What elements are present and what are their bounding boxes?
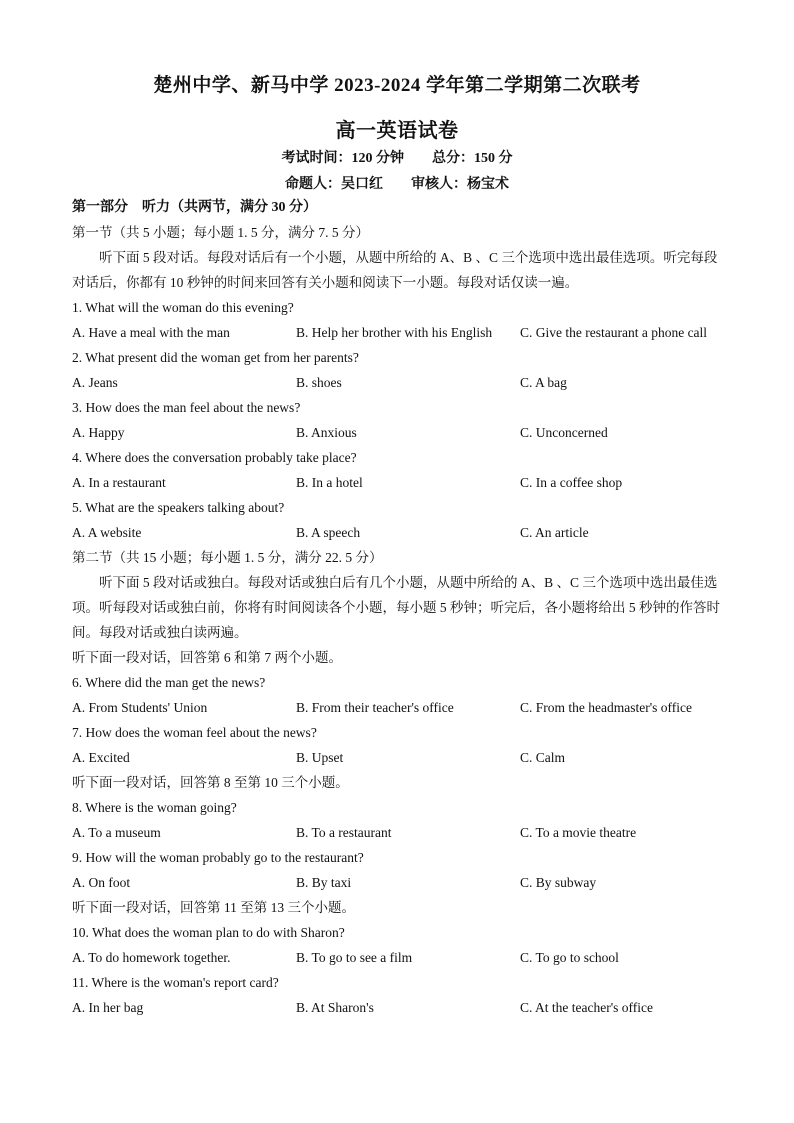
options-6 — [72, 695, 722, 720]
option-c: C. Calm — [520, 750, 566, 765]
part1-heading: 第一部分 听力（共两节，满分 30 分） — [72, 200, 317, 215]
option-a: A. In a restaurant — [72, 475, 166, 490]
section1-instructions: 听下面 5 段对话。每段对话后有一个小题，从题中所给的 A、B 、C 三个选项中选出最佳选项。听完每段对话后，你都有 10 秒钟的时间来回答有关小题和阅读下一小题。每段对话仅读一遍。 — [72, 250, 718, 290]
option-b: B. Anxious — [296, 425, 357, 440]
option-c: C. In a coffee shop — [520, 475, 623, 490]
exam-total-score: 总分：150 分 — [432, 151, 513, 166]
option-b: B. shoes — [296, 375, 342, 390]
option-a: A. To a museum — [72, 825, 161, 840]
option-b: B. From their teacher's office — [296, 700, 454, 715]
option-b: B. A speech — [296, 525, 361, 540]
section2-instructions: 听下面 5 段对话或独白。每段对话或独白后有几个小题，从题中所给的 A、B 、C 三个选项中选出最佳选项。听每段对话或独白前，你将有时间阅读各个小题，每小题 5 秒钟；听完后，各小题将给出 5 秒钟的作答时间。每段对话或独白读两遍。 — [72, 575, 720, 640]
option-b: B. To go to see a film — [296, 950, 413, 965]
option-a: A. A website — [72, 525, 142, 540]
section1-questions — [72, 295, 722, 545]
option-a: A. From Students' Union — [72, 700, 208, 715]
options-9 — [72, 870, 722, 895]
exam-authors — [0, 173, 794, 193]
section1-heading: 第一节（共 5 小题；每小题 1. 5 分，满分 7. 5 分） — [72, 225, 369, 240]
options-7 — [72, 745, 722, 770]
option-a: A. On foot — [72, 875, 131, 890]
group3-intro: 听下面一段对话，回答第 11 至第 13 三个小题。 — [72, 900, 355, 915]
option-a: A. Jeans — [72, 375, 118, 390]
options-4 — [72, 470, 722, 495]
option-a: A. Happy — [72, 425, 125, 440]
question-6: 6. Where did the man get the news? — [72, 675, 266, 690]
group2-intro: 听下面一段对话，回答第 8 至第 10 三个小题。 — [72, 775, 349, 790]
exam-time-score — [0, 147, 794, 167]
question-11: 11. Where is the woman's report card? — [72, 975, 279, 990]
option-c: C. Give the restaurant a phone call — [520, 325, 708, 340]
exam-content — [72, 195, 722, 1020]
option-b: B. At Sharon's — [296, 1000, 374, 1015]
option-c: C. A bag — [520, 375, 567, 390]
option-a: A. In her bag — [72, 1000, 144, 1015]
option-a: A. To do homework together. — [72, 950, 231, 965]
option-c: C. An article — [520, 525, 589, 540]
options-5 — [72, 520, 722, 545]
option-c: C. By subway — [520, 875, 597, 890]
question-10: 10. What does the woman plan to do with Sharon? — [72, 925, 345, 940]
option-c: C. To go to school — [520, 950, 619, 965]
question-4: 4. Where does the conversation probably take place? — [72, 450, 357, 465]
option-a: A. Have a meal with the man — [72, 325, 230, 340]
question-1: 1. What will the woman do this evening? — [72, 300, 294, 315]
question-3: 3. How does the man feel about the news? — [72, 400, 301, 415]
options-1 — [72, 320, 722, 345]
question-2: 2. What present did the woman get from her parents? — [72, 350, 359, 365]
exam-reviewer: 审核人：杨宝术 — [411, 177, 509, 192]
option-c: C. To a movie theatre — [520, 825, 637, 840]
option-b: B. To a restaurant — [296, 825, 392, 840]
option-b: B. Help her brother with his English — [296, 325, 493, 340]
options-10 — [72, 945, 722, 970]
option-c: C. From the headmaster's office — [520, 700, 693, 715]
question-5: 5. What are the speakers talking about? — [72, 500, 285, 515]
section2-heading: 第二节（共 15 小题；每小题 1. 5 分，满分 22. 5 分） — [72, 550, 383, 565]
options-11 — [72, 995, 722, 1020]
group1-intro: 听下面一段对话，回答第 6 和第 7 两个小题。 — [72, 650, 342, 665]
exam-time: 考试时间：120 分钟 — [281, 151, 404, 166]
exam-subtitle: 高一英语试卷 — [335, 120, 459, 142]
options-2 — [72, 370, 722, 395]
option-b: B. In a hotel — [296, 475, 363, 490]
options-3 — [72, 420, 722, 445]
exam-author: 命题人：吴口红 — [285, 177, 383, 192]
options-8 — [72, 820, 722, 845]
option-a: A. Excited — [72, 750, 130, 765]
option-b: B. By taxi — [296, 875, 352, 890]
question-9: 9. How will the woman probably go to the restaurant? — [72, 850, 364, 865]
option-b: B. Upset — [296, 750, 344, 765]
option-c: C. Unconcerned — [520, 425, 608, 440]
option-c: C. At the teacher's office — [520, 1000, 654, 1015]
question-8: 8. Where is the woman going? — [72, 800, 237, 815]
exam-title: 楚州中学、新马中学 2023-2024 学年第二学期第二次联考 — [153, 75, 641, 96]
question-7: 7. How does the woman feel about the news? — [72, 725, 317, 740]
